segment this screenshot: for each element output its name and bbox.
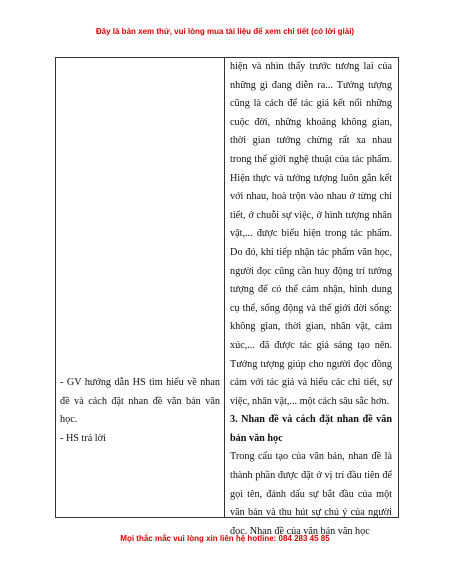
preview-notice-banner: Đây là bản xem thử, vui lòng mua tài liệu để xem chi tiết (có lời giải)	[95, 27, 355, 36]
hotline-banner: Mọi thắc mắc vui lòng xin liên hệ hotline: 084 283 45 85	[120, 534, 330, 543]
lesson-table	[55, 57, 399, 537]
content-paragraph: hiện và nhìn thấy trước tương lai của những gì đang diễn ra... Tưởng tượng cũng là cách để tác giả kết nối những cuộc đời, những khoảng không gian, thời gian tưởng chừng rất xa nhau trong thế giới nghệ thuật của tác phẩm. Hiện thực và tưởng tượng luôn gắn kết với nhau, hoà trộn vào nhau ở từng chi tiết, ở chuỗi sự việc, ở hình tượng nhân vật,... được biểu hiện trong tác phẩm. Do đó, khi tiếp nhận tác phẩm văn học, người đọc cũng cần huy động trí tưởng tượng để có thể cảm nhận, hình dung cụ thể, sống động và thế giới đời sống: không gian, thời gian, nhân vật, cảm xúc,... đã được tác giả sáng tạo nên. Tưởng tượng giúp cho người đọc đồng cảm với tác giả và hiểu các chi tiết, sự việc, nhân vật,... một cách sâu sắc hơn.	[230, 61, 392, 407]
content-paragraph: Trong cấu tạo của văn bản, nhan đề là thành phần được đặt ở vị trí đầu tiên để gọi tên, đánh dấu sự bắt đầu của một văn bản và thu hút sự chú ý của người đọc. Nhan đề của văn bản văn học	[230, 451, 392, 537]
content-column	[230, 58, 392, 541]
section-heading: 3. Nhan đề và cách đặt nhan đề văn bản văn học	[230, 414, 392, 444]
student-activity-text: - HS trả lời	[60, 432, 106, 444]
column-divider	[224, 58, 225, 517]
teacher-activity-text: - GV hướng dẫn HS tìm hiểu về nhan đề và cách đặt nhan đề văn bản văn học.	[60, 377, 220, 426]
teacher-activity-column	[60, 374, 220, 448]
